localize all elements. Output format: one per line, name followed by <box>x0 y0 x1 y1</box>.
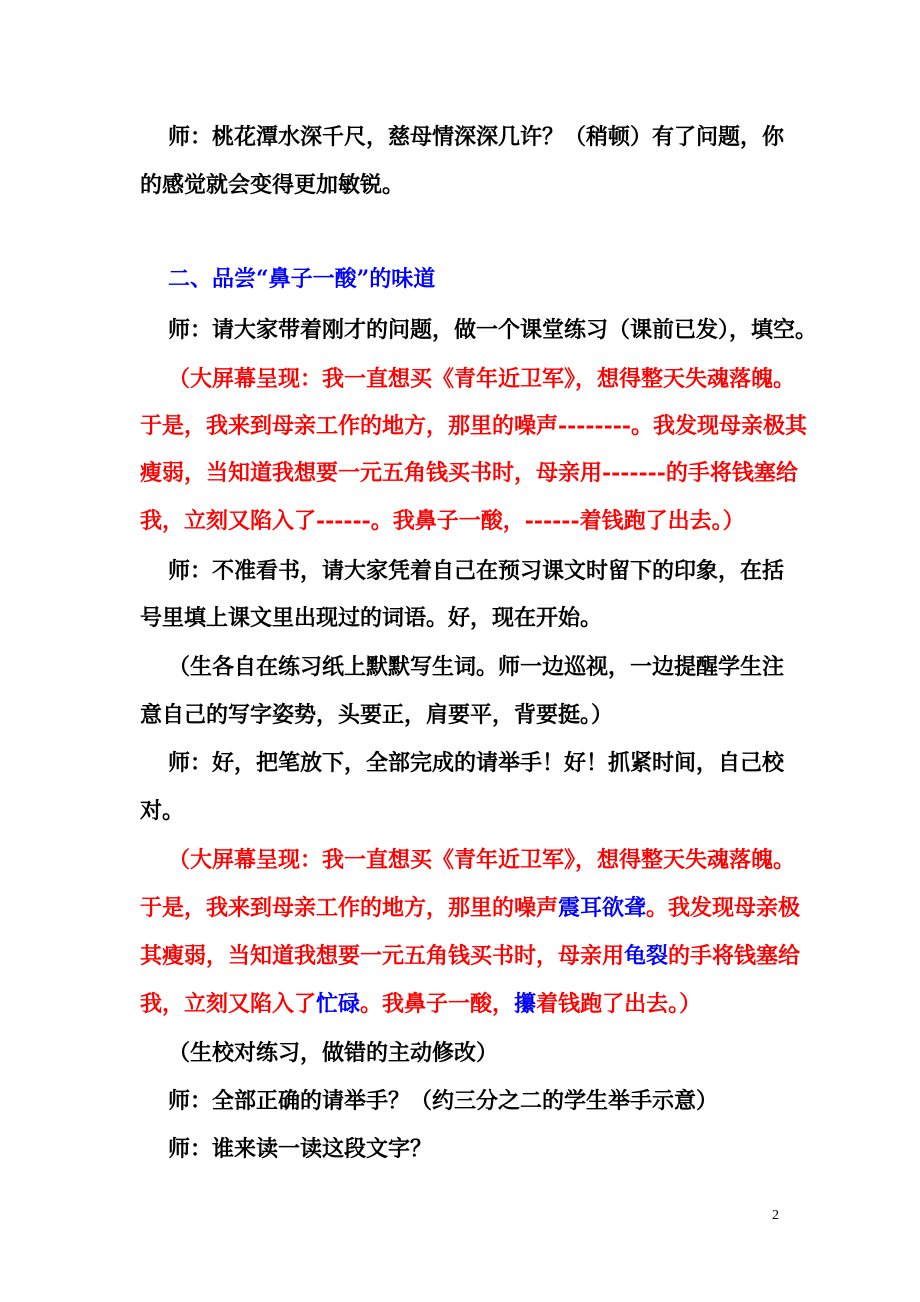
screen-2-text: 。我鼻子一酸， <box>360 991 515 1017</box>
paragraph-1-line-2: 的感觉就会变得更加敏锐。 <box>140 172 405 198</box>
page-number: 2 <box>772 1208 779 1223</box>
paragraph-1-line-1: 师：桃花潭水深千尺，慈母情深深几许？（稍顿）有了问题，你 <box>168 124 785 150</box>
answer-word: 震耳欲聋 <box>558 895 647 921</box>
section-heading: 二、品尝“鼻子一酸”的味道 <box>168 266 436 292</box>
paragraph-3-line-1: 师：不准看书，请大家凭着自己在预习课文时留下的印象，在括 <box>168 558 785 584</box>
screen-2-line-2 <box>140 893 800 923</box>
screen-2-line-4 <box>140 989 800 1019</box>
screen-2-line-3 <box>140 941 800 971</box>
screen-1-line-1: （大屏幕呈现：我一直想买《青年近卫军》，想得整天失魂落魄。 <box>168 366 796 392</box>
paragraph-4-line-1: （生各自在练习纸上默默写生词。师一边巡视，一边提醒学生注 <box>168 654 785 680</box>
paragraph-5-line-1: 师：好，把笔放下，全部完成的请举手！好！抓紧时间，自己校 <box>168 750 785 776</box>
paragraph-3-line-2: 号里填上课文里出现过的词语。好，现在开始。 <box>140 605 603 631</box>
screen-2-text: 于是，我来到母亲工作的地方，那里的噪声 <box>140 895 559 921</box>
paragraph-7: 师：全部正确的请举手？（约三分之二的学生举手示意） <box>168 1088 719 1114</box>
paragraph-2: 师：请大家带着刚才的问题，做一个课堂练习（课前已发），填空。 <box>168 317 818 343</box>
screen-2-text: 的手将钱塞给 <box>668 943 801 969</box>
screen-2-text: 其瘦弱，当知道我想要一元五角钱买书时，母亲用 <box>140 943 625 969</box>
paragraph-8: 师：谁来读一读这段文字？ <box>168 1136 433 1162</box>
screen-1-line-3: 瘦弱，当知道我想要一元五角钱买书时，母亲用-------的手将钱塞给 <box>140 460 798 486</box>
answer-word: 攥 <box>514 991 537 1017</box>
answer-word: 忙碌 <box>316 991 361 1017</box>
screen-1-line-4: 我，立刻又陷入了------。我鼻子一酸，------着钱跑了出去。） <box>140 508 745 534</box>
paragraph-4-line-2: 意自己的写字姿势，头要正，肩要平，背要挺。） <box>140 702 614 728</box>
screen-2-text: 。我发现母亲极 <box>646 895 801 921</box>
paragraph-5-line-2: 对。 <box>140 798 185 824</box>
paragraph-6: （生校对练习，做错的主动修改） <box>168 1040 499 1066</box>
screen-2-text: 着钱跑了出去。） <box>536 991 702 1017</box>
screen-2-text: 我，立刻又陷入了 <box>140 991 317 1017</box>
screen-1-line-2: 于是，我来到母亲工作的地方，那里的噪声--------。我发现母亲极其 <box>140 413 808 439</box>
answer-word: 龟裂 <box>624 943 669 969</box>
screen-2-line-1: （大屏幕呈现：我一直想买《青年近卫军》，想得整天失魂落魄。 <box>168 847 796 873</box>
